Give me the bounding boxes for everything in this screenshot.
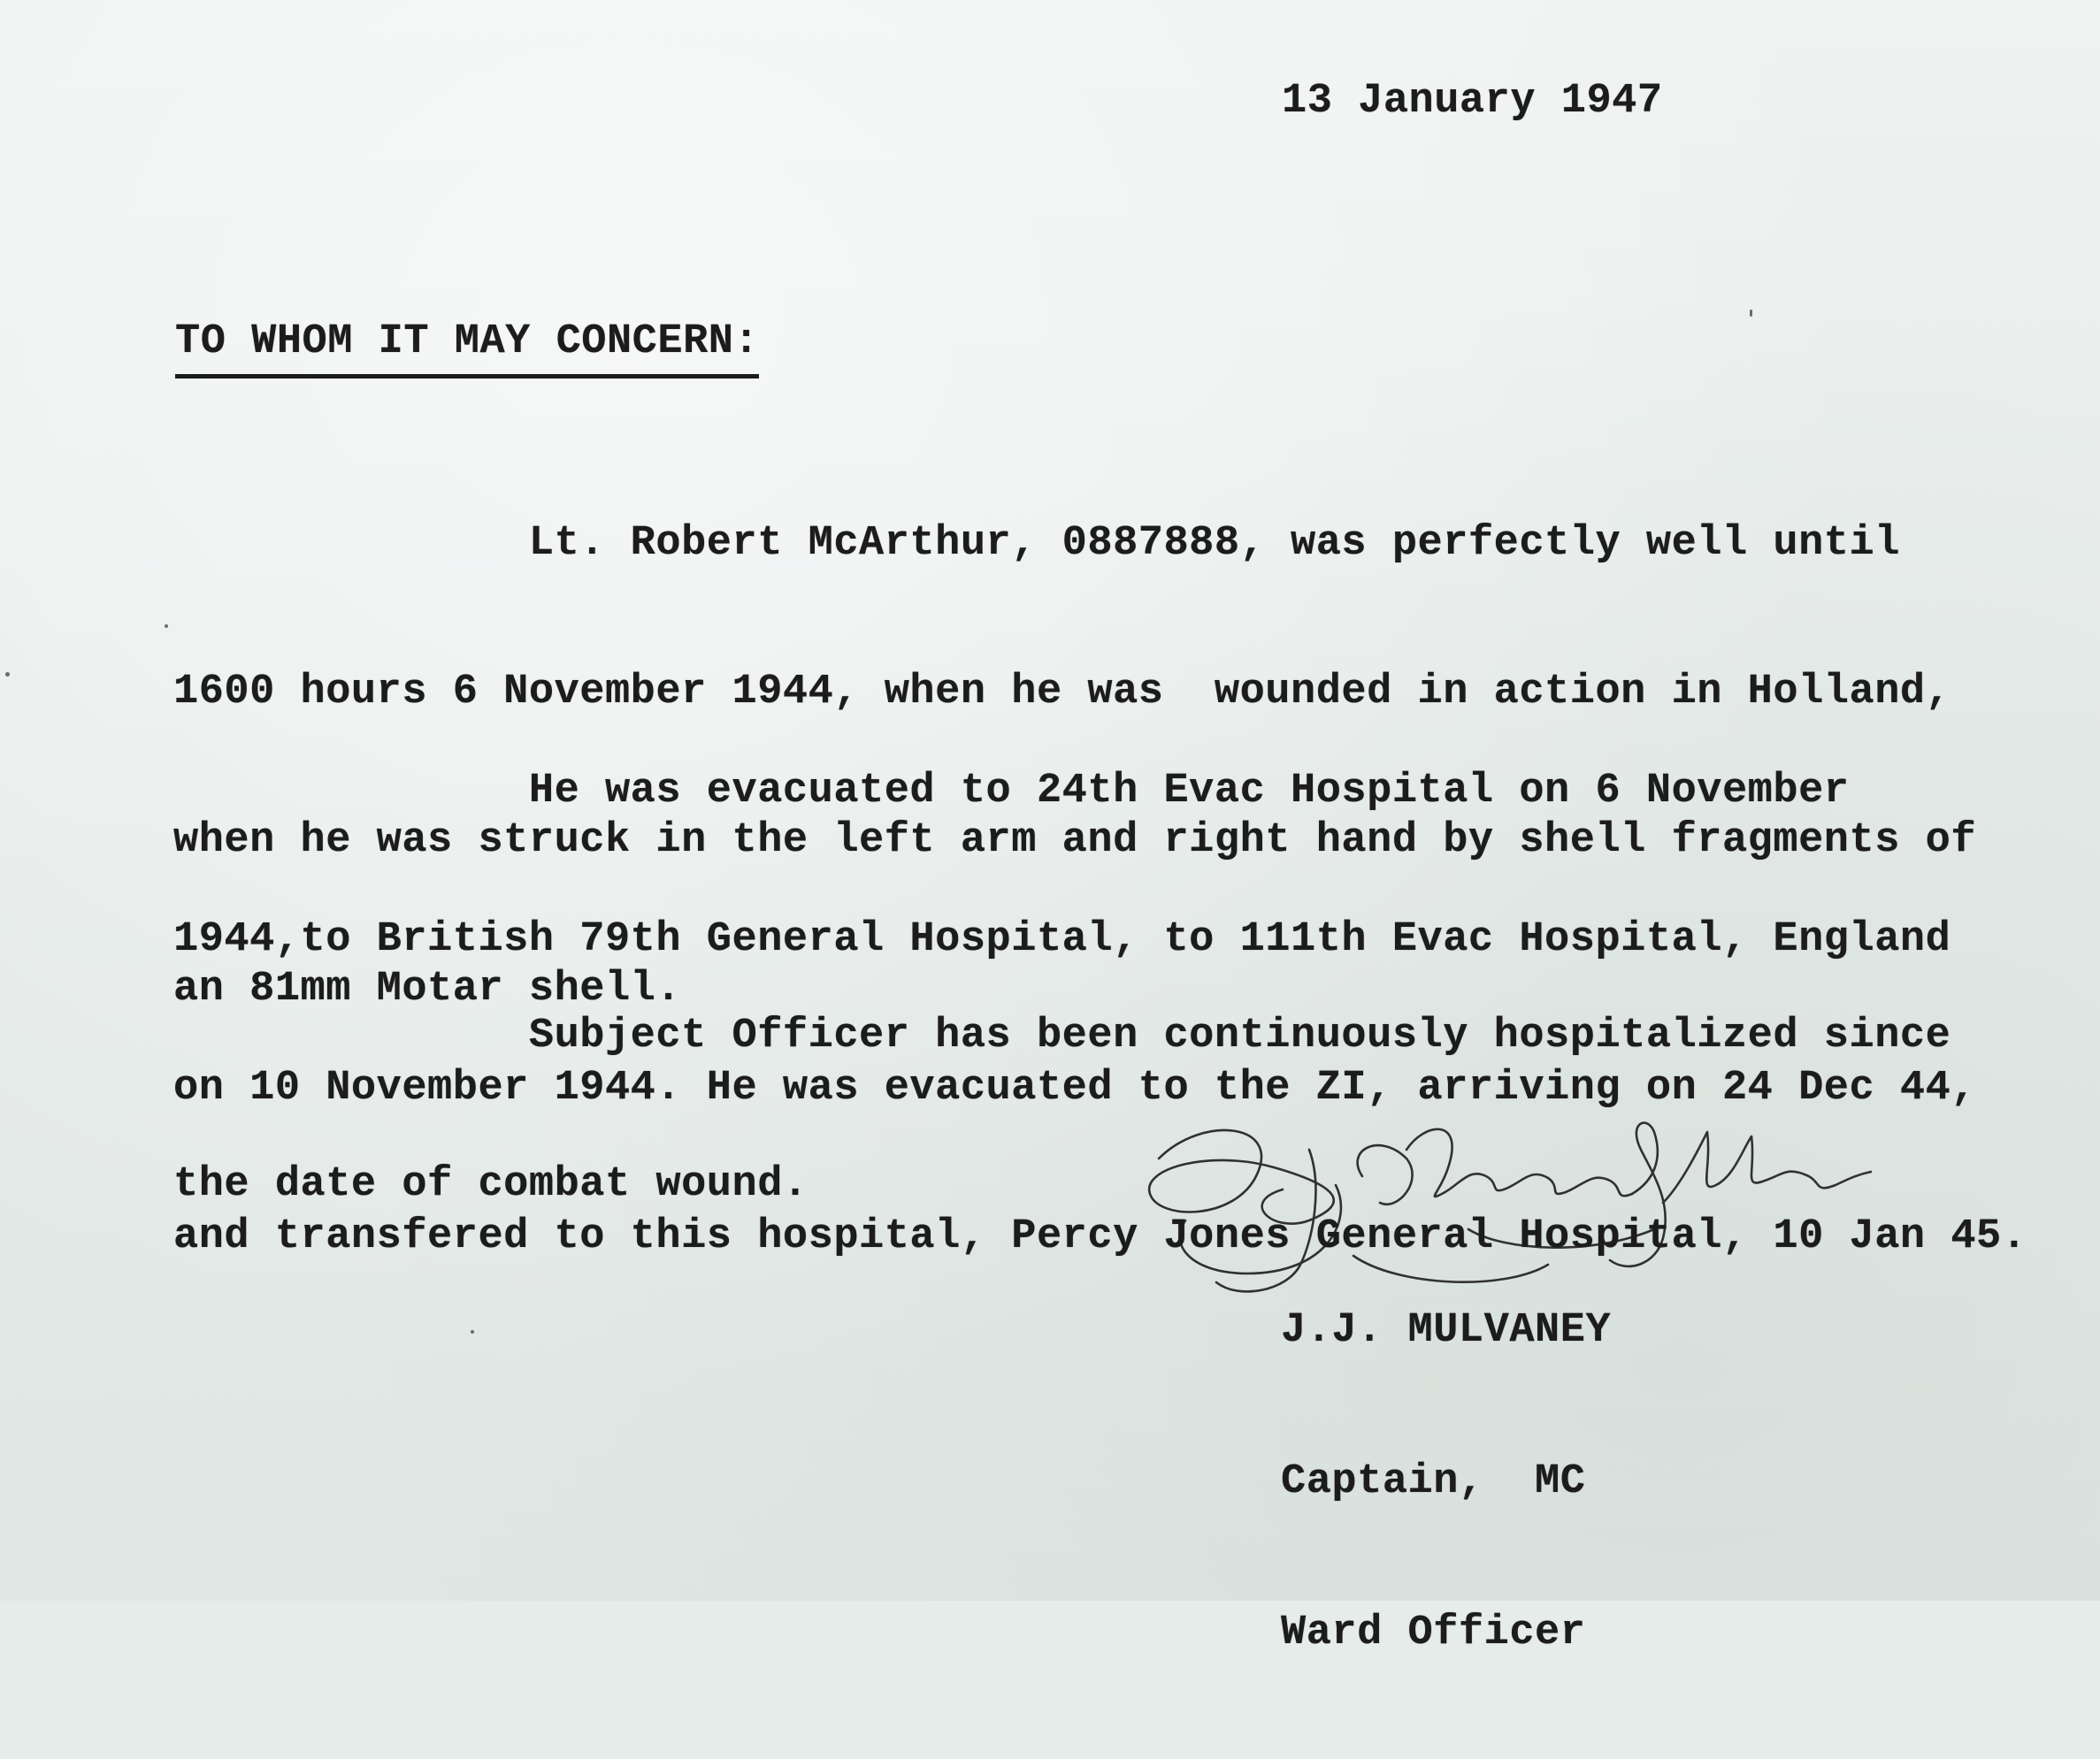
paper-speck	[471, 1330, 474, 1334]
salutation-heading: TO WHOM IT MAY CONCERN:	[175, 318, 759, 379]
paragraph-line: 1944,to British 79th General Hospital, to 111th Evac Hospital, England	[173, 916, 1951, 963]
paper-speck	[165, 624, 168, 628]
paper-speck	[5, 672, 10, 677]
paragraph-line: Lt. Robert McArthur, 0887888, was perfectly well until	[173, 520, 1900, 567]
signer-name: J.J. MULVANEY	[1281, 1307, 1612, 1354]
paragraph-line: 1600 hours 6 November 1944, when he was wounded in action in Holland,	[173, 669, 1951, 715]
paragraph-line: on 10 November 1944. He was evacuated to the ZI, arriving on 24 Dec 44,	[173, 1065, 1977, 1112]
signature-block	[1281, 1205, 1611, 1759]
paragraph-line: and transfered to this hospital, Percy Jones General Hospital, 10 Jan 45.	[173, 1213, 2027, 1260]
paragraph-line: when he was struck in the left arm and right hand by shell fragments of	[173, 817, 1977, 864]
paragraph-hospitalization	[173, 913, 1951, 1309]
paragraph-line: an 81mm Motar shell.	[173, 966, 682, 1013]
paper-speck	[1750, 310, 1752, 317]
paragraph-line: Subject Officer has been continuously hospitalized since	[173, 1013, 1951, 1059]
signer-title: Ward Officer	[1281, 1610, 1586, 1656]
paragraph-line: He was evacuated to 24th Evac Hospital on 6 November	[173, 768, 1850, 814]
signer-rank: Captain, MC	[1281, 1458, 1586, 1505]
letter-date: 13 January 1947	[1282, 78, 1663, 125]
paragraph-line: the date of combat wound.	[173, 1161, 809, 1208]
